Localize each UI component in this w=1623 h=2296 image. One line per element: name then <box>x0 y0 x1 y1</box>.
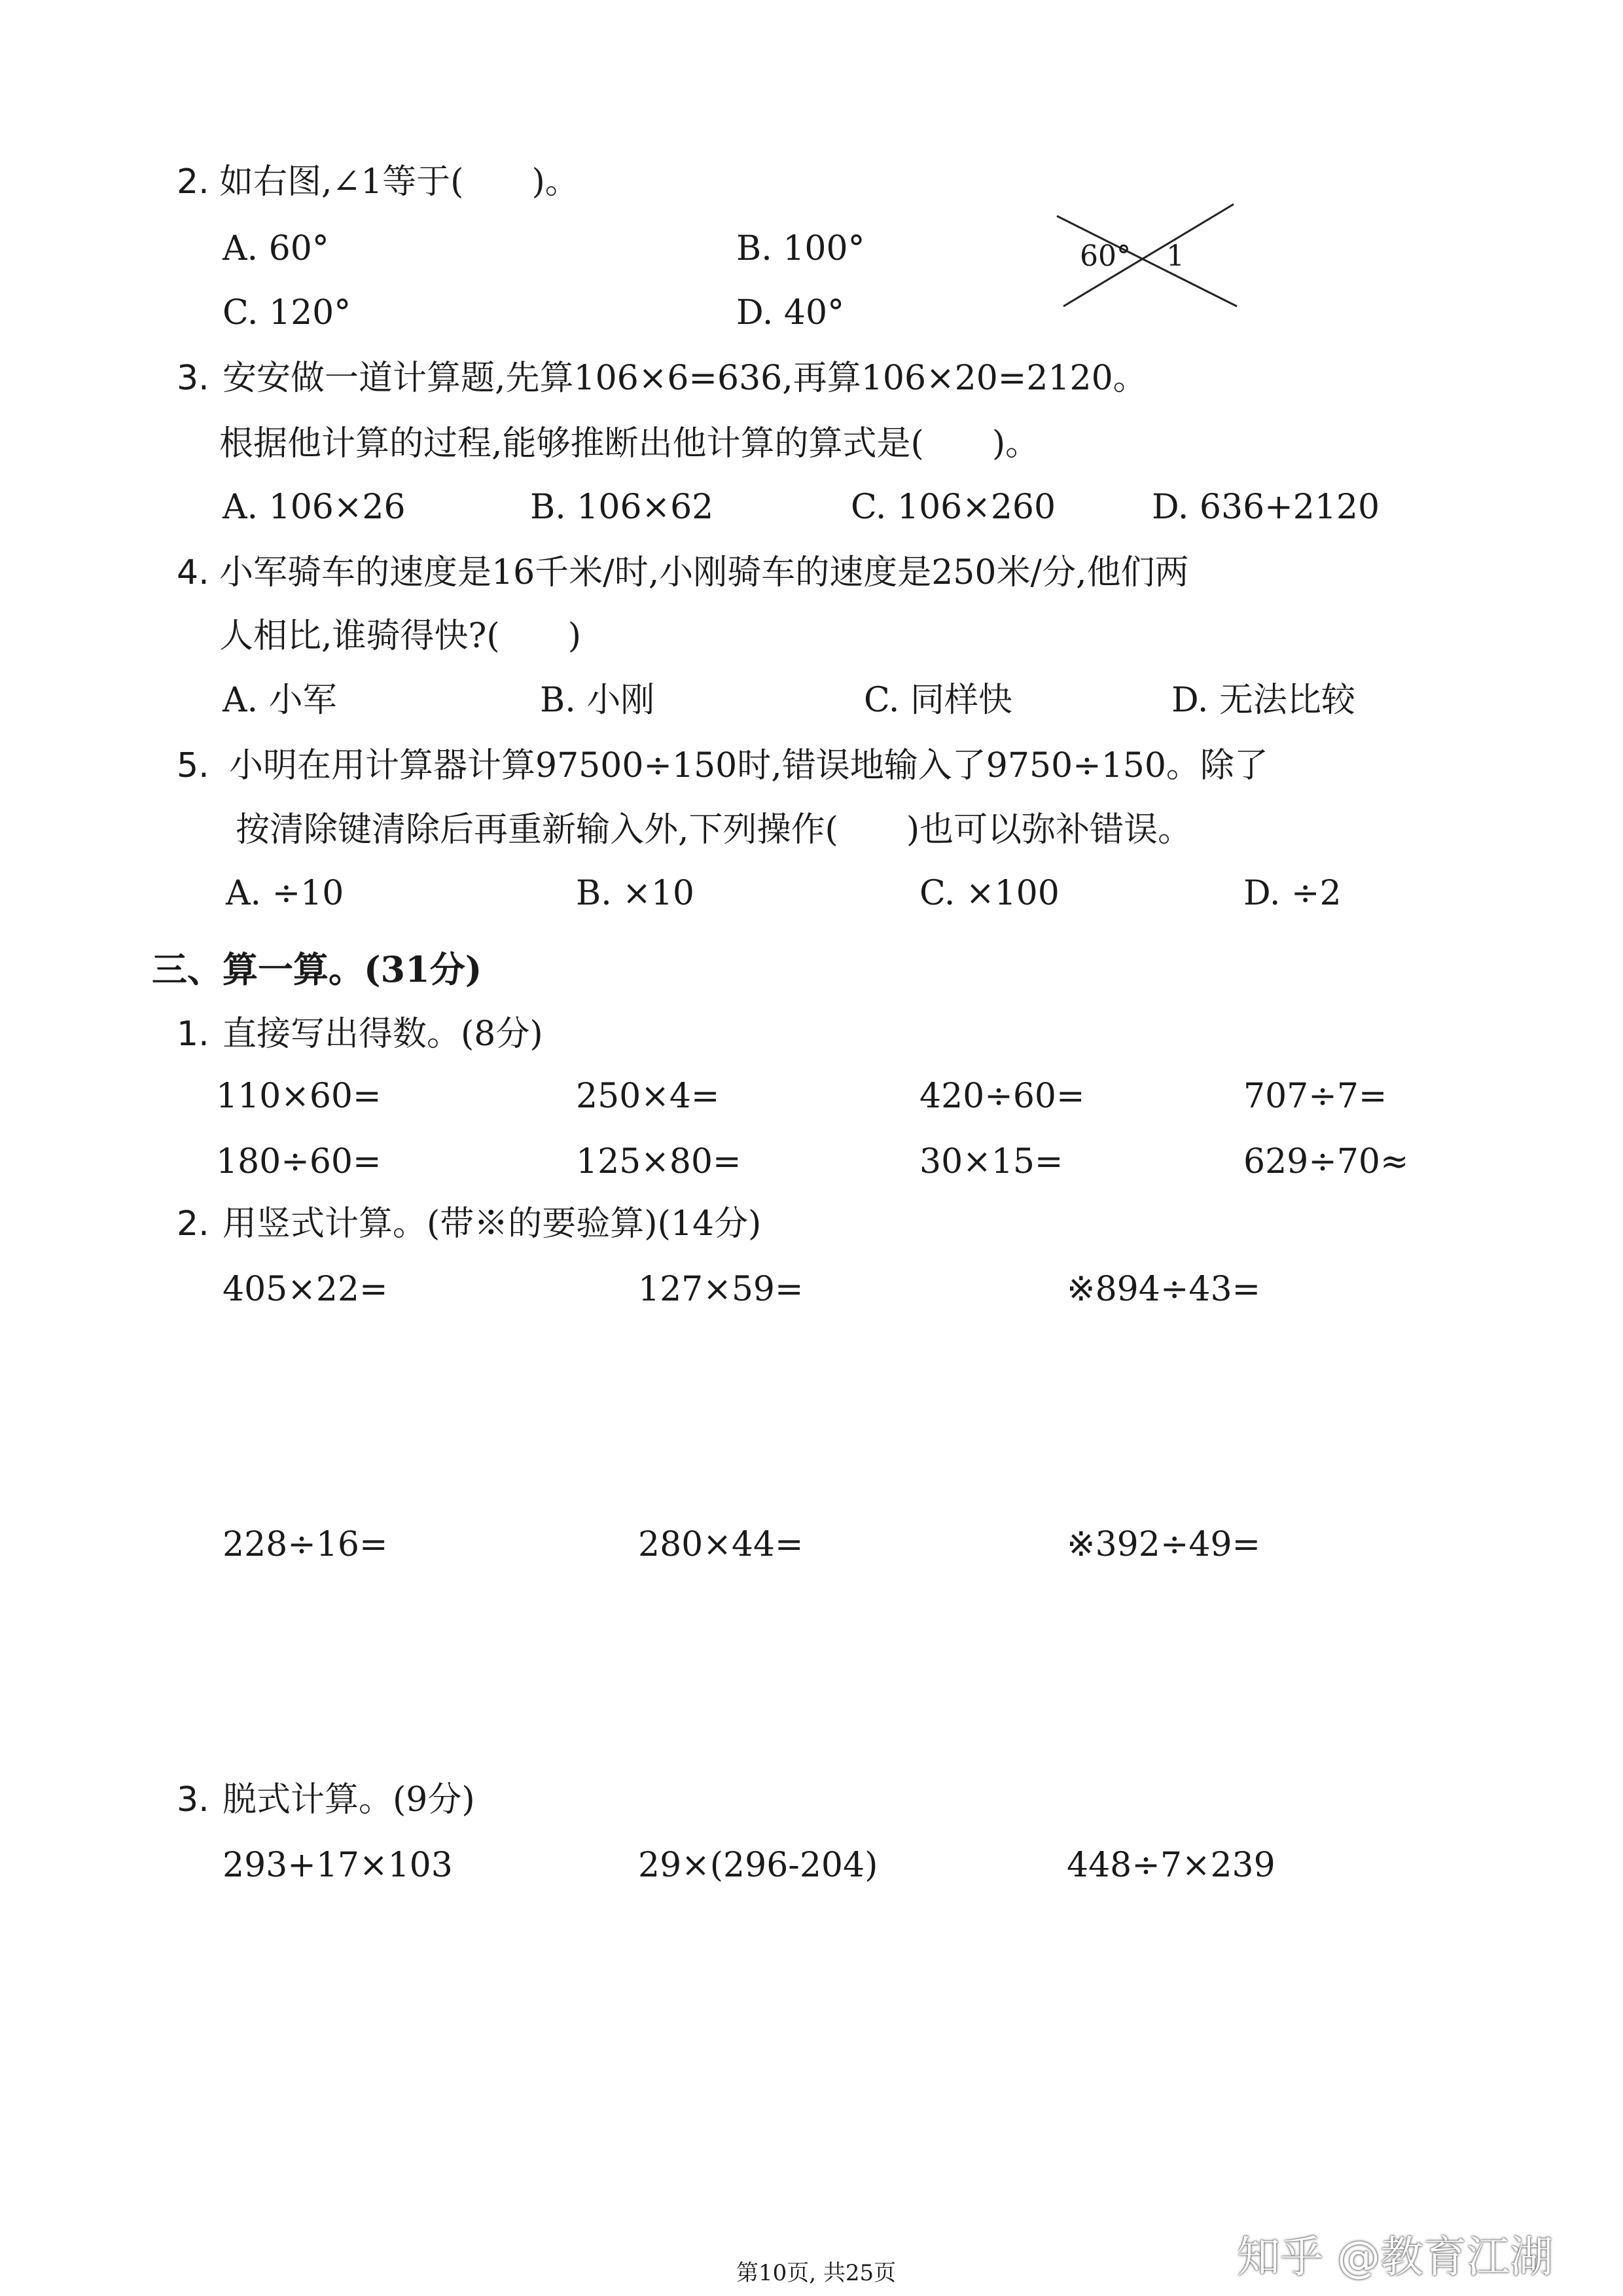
intersecting-lines-icon <box>1047 196 1243 314</box>
q4-option-d: D. 无法比较 <box>1171 681 1355 720</box>
s2-item: 228÷16= <box>223 1525 388 1564</box>
q3-number: 3. <box>177 359 209 398</box>
q3-line1: 安安做一道计算题,先算106×6=636,再算106×20=2120。 <box>223 359 1147 398</box>
q5-option-d: D. ÷2 <box>1243 874 1342 913</box>
q2-option-c: C. 120° <box>223 293 351 332</box>
s3-item: 293+17×103 <box>223 1846 453 1885</box>
q5-option-b: B. ×10 <box>576 874 695 913</box>
q2-option-b: B. 100° <box>736 229 865 268</box>
s1-item: 707÷7= <box>1243 1077 1387 1116</box>
s1-item: 250×4= <box>576 1077 720 1116</box>
q3-option-a: A. 106×26 <box>223 488 406 527</box>
q5-option-c: C. ×100 <box>919 874 1060 913</box>
q2-option-a: A. 60° <box>223 229 329 268</box>
s1-item: 110×60= <box>216 1077 382 1116</box>
s2-item: 127×59= <box>638 1270 804 1309</box>
s3-item: 29×(296-204) <box>638 1846 878 1885</box>
s2-item: 280×44= <box>638 1525 804 1564</box>
s3-title: 脱式计算。(9分) <box>223 1780 475 1820</box>
q4-line2: 人相比,谁骑得快?( ) <box>219 617 581 656</box>
q5-number: 5. <box>177 746 209 785</box>
q4-option-a: A. 小军 <box>223 681 337 720</box>
s1-item: 125×80= <box>576 1142 741 1181</box>
q5-line1: 小明在用计算器计算97500÷150时,错误地输入了9750÷150。除了 <box>229 746 1268 785</box>
figure-angle-1-label: 1 <box>1166 240 1185 273</box>
s1-item: 420÷60= <box>919 1077 1085 1116</box>
q3-option-d: D. 636+2120 <box>1152 488 1380 527</box>
s2-item: 405×22= <box>223 1270 388 1309</box>
s2-item: ※894÷43= <box>1067 1270 1261 1309</box>
s1-item: 30×15= <box>919 1142 1063 1181</box>
q4-number: 4. <box>177 553 209 592</box>
q2-text: 如右图,∠1等于( )。 <box>219 162 579 202</box>
q5-line2: 按清除键清除后再重新输入外,下列操作( )也可以弥补错误。 <box>236 810 1192 850</box>
figure-angle-label: 60° <box>1080 240 1131 273</box>
s3-number: 3. <box>177 1780 209 1820</box>
page-footer: 第10页, 共25页 <box>736 2260 897 2286</box>
q5-option-a: A. ÷10 <box>226 874 344 913</box>
q4-option-c: C. 同样快 <box>864 681 1012 720</box>
q4-line1: 小军骑车的速度是16千米/时,小刚骑车的速度是250米/分,他们两 <box>219 553 1189 592</box>
section-3-heading: 三、算一算。(31分) <box>152 948 482 990</box>
s1-number: 1. <box>177 1014 209 1054</box>
q4-option-b: B. 小刚 <box>540 681 655 720</box>
s1-item: 629÷70≈ <box>1243 1142 1409 1181</box>
s2-item: ※392÷49= <box>1067 1525 1261 1564</box>
q3-line2: 根据他计算的过程,能够推断出他计算的算式是( )。 <box>219 424 1040 463</box>
q3-option-b: B. 106×62 <box>530 488 714 527</box>
zhihu-watermark: 知乎 @教育江湖 <box>1237 2232 1553 2282</box>
s1-item: 180÷60= <box>216 1142 382 1181</box>
intersecting-lines-figure <box>1047 196 1243 314</box>
s2-number: 2. <box>177 1204 209 1244</box>
s1-title: 直接写出得数。(8分) <box>223 1014 543 1054</box>
s2-title: 用竖式计算。(带※的要验算)(14分) <box>223 1204 762 1244</box>
q3-option-c: C. 106×260 <box>851 488 1056 527</box>
s3-item: 448÷7×239 <box>1067 1846 1275 1885</box>
q2-number: 2. <box>177 162 209 202</box>
q2-option-d: D. 40° <box>736 293 845 332</box>
